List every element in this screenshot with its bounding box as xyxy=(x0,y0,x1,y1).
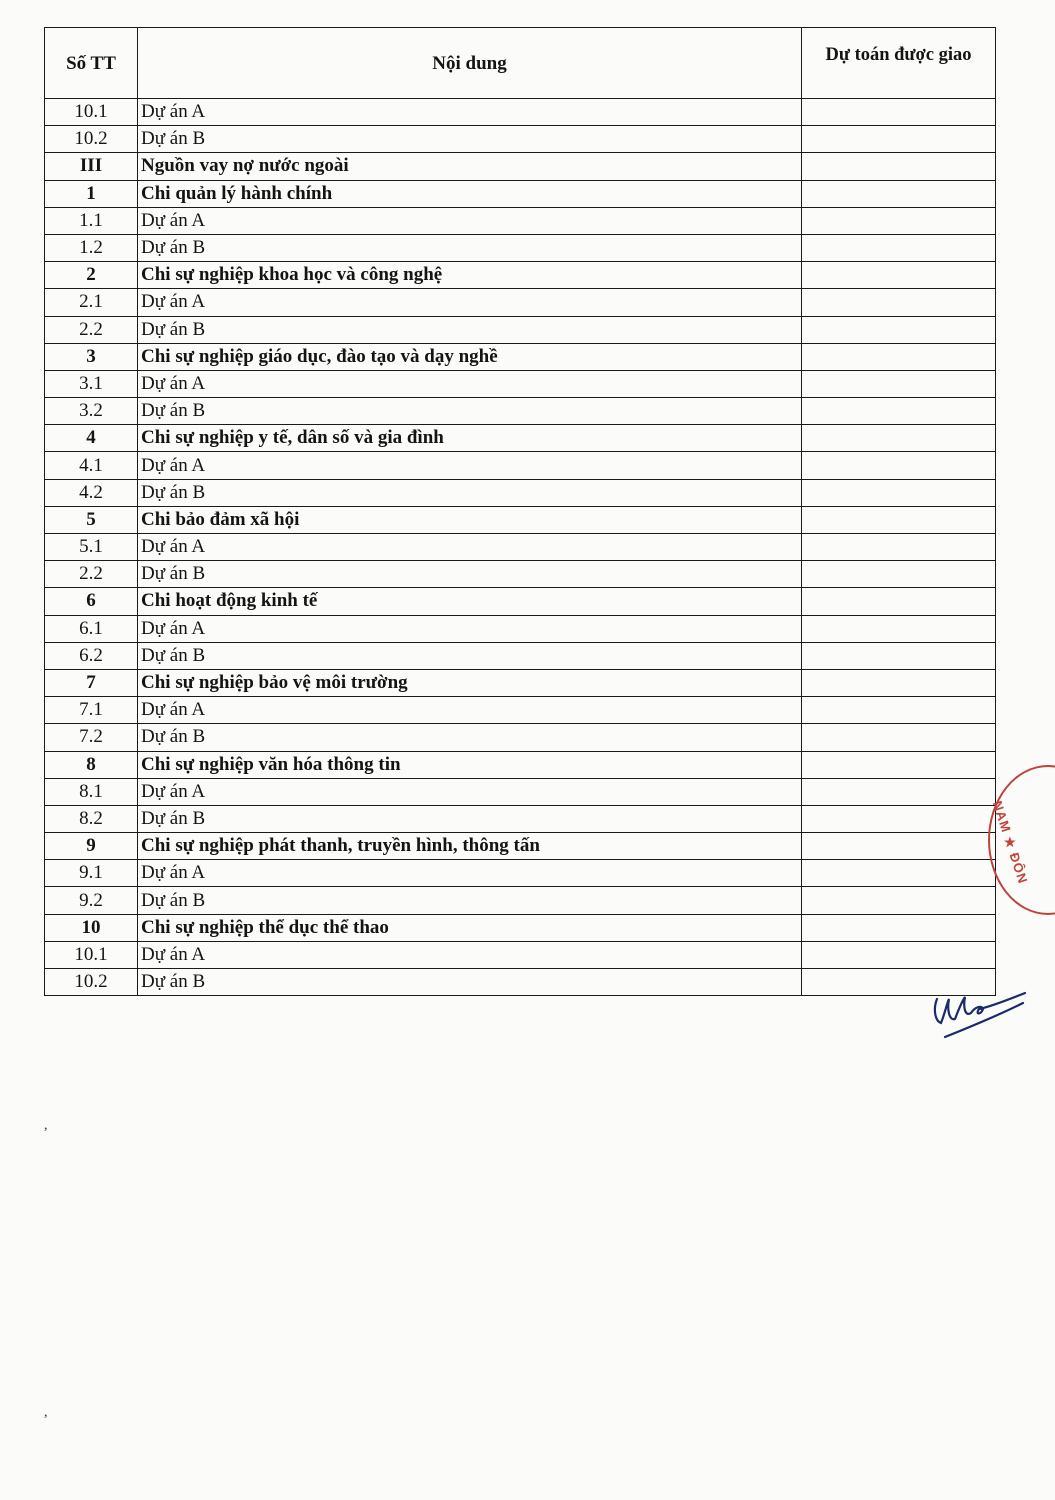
row-budget xyxy=(802,316,996,343)
row-content: Dự án A xyxy=(138,697,802,724)
row-content: Dự án B xyxy=(138,561,802,588)
row-stt: 2.2 xyxy=(45,316,138,343)
row-budget xyxy=(802,588,996,615)
row-stt: 4 xyxy=(45,425,138,452)
table-row xyxy=(45,805,996,832)
row-content: Chi sự nghiệp văn hóa thông tin xyxy=(138,751,802,778)
row-stt: 8 xyxy=(45,751,138,778)
stamp-text: NAM ★ ĐÔN xyxy=(989,799,1031,886)
row-stt: 8.2 xyxy=(45,805,138,832)
table-row xyxy=(45,669,996,696)
table-row xyxy=(45,833,996,860)
table-row xyxy=(45,452,996,479)
table-body xyxy=(45,99,996,996)
table-row xyxy=(45,343,996,370)
row-budget xyxy=(802,180,996,207)
row-budget xyxy=(802,207,996,234)
row-content: Dự án B xyxy=(138,642,802,669)
row-budget xyxy=(802,343,996,370)
row-budget xyxy=(802,153,996,180)
row-content: Dự án B xyxy=(138,234,802,261)
official-stamp xyxy=(988,765,1055,915)
table-row xyxy=(45,262,996,289)
row-stt: 3 xyxy=(45,343,138,370)
row-content: Chi sự nghiệp giáo dục, đào tạo và dạy nghề xyxy=(138,343,802,370)
row-stt: 7.1 xyxy=(45,697,138,724)
row-stt: 6.1 xyxy=(45,615,138,642)
row-content: Dự án A xyxy=(138,207,802,234)
row-content: Chi sự nghiệp phát thanh, truyền hình, thông tấn xyxy=(138,833,802,860)
header-stt: Số TT xyxy=(45,28,138,99)
row-content: Chi sự nghiệp bảo vệ môi trường xyxy=(138,669,802,696)
row-content: Dự án B xyxy=(138,887,802,914)
table-row xyxy=(45,887,996,914)
row-content: Dự án A xyxy=(138,99,802,126)
row-budget xyxy=(802,778,996,805)
table-row xyxy=(45,425,996,452)
row-stt: 1.1 xyxy=(45,207,138,234)
row-stt: 5 xyxy=(45,506,138,533)
row-budget xyxy=(802,941,996,968)
paper-speck: , xyxy=(44,1118,48,1133)
table-row xyxy=(45,479,996,506)
row-content: Dự án B xyxy=(138,398,802,425)
row-budget xyxy=(802,642,996,669)
row-stt: 7.2 xyxy=(45,724,138,751)
table-row xyxy=(45,126,996,153)
row-stt: III xyxy=(45,153,138,180)
row-stt: 2.1 xyxy=(45,289,138,316)
row-content: Dự án B xyxy=(138,805,802,832)
row-content: Dự án A xyxy=(138,615,802,642)
row-content: Chi sự nghiệp khoa học và công nghệ xyxy=(138,262,802,289)
row-content: Chi sự nghiệp thể dục thể thao xyxy=(138,914,802,941)
row-stt: 6 xyxy=(45,588,138,615)
table-row xyxy=(45,860,996,887)
table-row xyxy=(45,234,996,261)
row-content: Chi sự nghiệp y tế, dân số và gia đình xyxy=(138,425,802,452)
table-row xyxy=(45,751,996,778)
row-budget xyxy=(802,751,996,778)
row-stt: 10.1 xyxy=(45,941,138,968)
row-budget xyxy=(802,479,996,506)
row-stt: 10 xyxy=(45,914,138,941)
row-stt: 3.1 xyxy=(45,370,138,397)
table-row xyxy=(45,561,996,588)
row-stt: 10.2 xyxy=(45,126,138,153)
row-budget xyxy=(802,914,996,941)
table-row xyxy=(45,697,996,724)
row-budget xyxy=(802,887,996,914)
row-content: Chi hoạt động kinh tế xyxy=(138,588,802,615)
row-content: Dự án A xyxy=(138,289,802,316)
row-budget xyxy=(802,289,996,316)
row-stt: 8.1 xyxy=(45,778,138,805)
row-content: Dự án B xyxy=(138,724,802,751)
table-row xyxy=(45,398,996,425)
header-budget: Dự toán được giao xyxy=(802,28,996,99)
row-budget xyxy=(802,833,996,860)
row-budget xyxy=(802,860,996,887)
row-stt: 10.1 xyxy=(45,99,138,126)
row-stt: 1 xyxy=(45,180,138,207)
row-content: Dự án A xyxy=(138,860,802,887)
row-budget xyxy=(802,370,996,397)
row-budget xyxy=(802,724,996,751)
row-content: Dự án B xyxy=(138,479,802,506)
row-budget xyxy=(802,99,996,126)
table-row xyxy=(45,615,996,642)
row-content: Chi bảo đảm xã hội xyxy=(138,506,802,533)
row-content: Nguồn vay nợ nước ngoài xyxy=(138,153,802,180)
row-content: Dự án A xyxy=(138,452,802,479)
table-row xyxy=(45,289,996,316)
row-stt: 1.2 xyxy=(45,234,138,261)
row-content: Dự án A xyxy=(138,778,802,805)
row-budget xyxy=(802,452,996,479)
table-row xyxy=(45,778,996,805)
table-row xyxy=(45,207,996,234)
row-content: Chi quản lý hành chính xyxy=(138,180,802,207)
table-row xyxy=(45,370,996,397)
row-stt: 9.1 xyxy=(45,860,138,887)
row-content: Dự án B xyxy=(138,969,802,996)
signature xyxy=(925,985,1030,1050)
table-row xyxy=(45,180,996,207)
table-row xyxy=(45,316,996,343)
row-stt: 2 xyxy=(45,262,138,289)
table-row xyxy=(45,534,996,561)
budget-table xyxy=(44,27,996,996)
row-stt: 6.2 xyxy=(45,642,138,669)
table-header-row xyxy=(45,28,996,99)
row-stt: 4.1 xyxy=(45,452,138,479)
row-stt: 10.2 xyxy=(45,969,138,996)
row-content: Dự án A xyxy=(138,941,802,968)
row-stt: 3.2 xyxy=(45,398,138,425)
paper-speck: , xyxy=(44,1405,48,1420)
row-content: Dự án B xyxy=(138,316,802,343)
row-budget xyxy=(802,398,996,425)
table-row xyxy=(45,941,996,968)
row-stt: 5.1 xyxy=(45,534,138,561)
table-row xyxy=(45,153,996,180)
row-budget xyxy=(802,534,996,561)
row-budget xyxy=(802,262,996,289)
table-row xyxy=(45,99,996,126)
table-row xyxy=(45,642,996,669)
table-row xyxy=(45,969,996,996)
table-row xyxy=(45,914,996,941)
row-budget xyxy=(802,805,996,832)
row-budget xyxy=(802,234,996,261)
row-budget xyxy=(802,697,996,724)
row-budget xyxy=(802,615,996,642)
row-budget xyxy=(802,425,996,452)
row-budget xyxy=(802,126,996,153)
table-row xyxy=(45,588,996,615)
row-budget xyxy=(802,506,996,533)
header-content: Nội dung xyxy=(138,28,802,99)
row-content: Dự án A xyxy=(138,534,802,561)
row-content: Dự án B xyxy=(138,126,802,153)
row-budget xyxy=(802,561,996,588)
row-stt: 7 xyxy=(45,669,138,696)
table-row xyxy=(45,506,996,533)
row-stt: 2.2 xyxy=(45,561,138,588)
row-content: Dự án A xyxy=(138,370,802,397)
row-budget xyxy=(802,669,996,696)
table-row xyxy=(45,724,996,751)
row-stt: 4.2 xyxy=(45,479,138,506)
row-stt: 9.2 xyxy=(45,887,138,914)
row-stt: 9 xyxy=(45,833,138,860)
